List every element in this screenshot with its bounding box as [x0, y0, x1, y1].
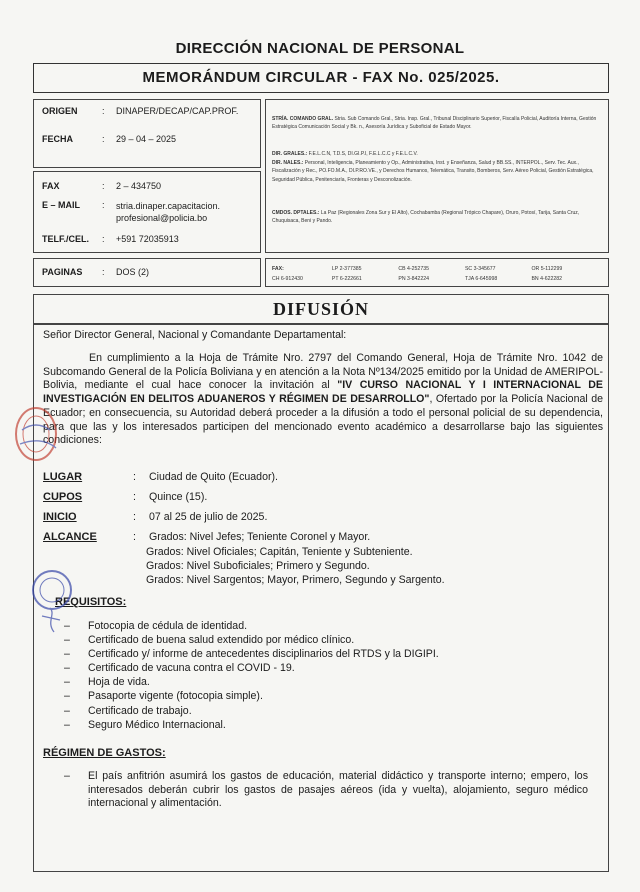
red-seal-icon [12, 400, 64, 470]
alcance-label: ALCANCE [43, 531, 97, 543]
fax-number: TJA 6-645998 [464, 276, 498, 282]
fax-number: OR 5-112299 [531, 266, 563, 272]
colon: : [102, 181, 105, 191]
dash: – [64, 770, 70, 782]
colon: : [133, 511, 136, 523]
fecha-label: FECHA [42, 134, 73, 144]
gastos-item [64, 770, 588, 811]
distribution-nales [272, 159, 598, 184]
list-item: – Hoja de vida. [64, 676, 150, 689]
stria-text: Stria. Sub Comando Gral., Stria. Insp. Gral., Tribunal Disciplinario Superior, Fiscalía Policial, Auditoría Interna, Gestión Estratégica Comunicación Social y Bk. n., Asesoría Jurídica y Suboficial de Estado Mayor. [272, 116, 597, 131]
fecha-value: 29 – 04 – 2025 [116, 134, 177, 144]
email-value-line1: stria.dinaper.capacitacion. [116, 201, 221, 211]
paragraph-part-2: , Ofertado por la Policía Nacional de Ecuador; en consecuencia, su Autoridad deberá proceder a la difusión a todo el personal policial de su dependencia, para que las y los interesados participen del mencionado evento académico a desarrollarse bajo las siguientes condiciones: [43, 393, 603, 447]
salutation: Señor Director General, Nacional y Comandante Departamental: [43, 329, 347, 341]
gastos-heading: RÉGIMEN DE GASTOS: [43, 747, 166, 759]
email-value-line2: profesional@policia.bo [116, 213, 208, 223]
alcance-line: Grados: Nivel Oficiales; Capitán, Teniente y Subteniente. [146, 546, 413, 558]
email-field [42, 200, 257, 224]
dptales-label: CMDOS. DPTALES.: [272, 210, 320, 216]
list-item: – Certificado y/ informe de antecedentes disciplinarios del RTDS y la DIGIPI. [64, 648, 439, 661]
colon: : [133, 491, 136, 503]
inicio-value: 07 al 25 de julio de 2025. [149, 511, 268, 523]
fecha-field [42, 134, 257, 144]
fax-field [42, 181, 257, 191]
fax-number: CH 6-912430 [272, 276, 303, 282]
fax-value: 2 – 434750 [116, 181, 162, 191]
cupos-label: CUPOS [43, 491, 83, 503]
fax-directory-label: FAX: [272, 266, 284, 272]
condition-cupos [43, 491, 207, 503]
alcance-line: Grados: Nivel Sargentos; Mayor, Primero, Segundo y Sargento. [146, 574, 445, 586]
distribution-grales [272, 150, 598, 158]
requisitos-heading: REQUISITOS: [55, 596, 127, 608]
paginas-label: PAGINAS [42, 267, 83, 277]
paragraph-part-1: En cumplimiento a la Hoja de Trámite Nro. 2797 del Comando General, Hoja de Trámite Nro. 1042 de Subcomando General de la Policía Boliviana y en atención a la Nota Nº134/2025 emitido por la Unidad de AMERIPOL-Bolivia, mediante el cual hace conocer la invitación al [43, 352, 603, 392]
list-item: – Certificado de vacuna contra el COVID - 19. [64, 662, 295, 675]
condition-lugar [43, 471, 278, 483]
list-item: – Pasaporte vigente (fotocopia simple). [64, 690, 263, 703]
nales-text: Personal, Inteligencia, Planeamiento y Op., Administrativa, Inst. y Enseñanza, Salud y BB.SS., INTERPOL., Serv. Tec. Aux., Fiscalización y Rec., PO.FO.M.A., DI.P.RO.VE., y Derechos Humanos, Telemática, Transito, Bomberos, Serv. Aéreo Policial, Gestión Estratégica, Seguridad Pública, Penitenciaría, Fronteras y Desconolización. [272, 160, 594, 183]
colon: : [133, 471, 136, 483]
origen-field [42, 106, 257, 116]
fax-label: FAX [42, 181, 60, 191]
colon: : [102, 134, 105, 144]
gastos-text: El país anfitrión asumirá los gastos de educación, material didáctico y transporte interno; empero, los interesados deberán cubrir los gastos de pasajes aéreos (ida y vuelta), alojamiento, seguro médico internacional y alimentación. [88, 770, 588, 810]
course-name: "IV CURSO NACIONAL Y I INTERNACIONAL DE INVESTIGACIÓN EN DELITOS ADUANEROS Y RÉGIMEN DE DESARROLLO" [43, 379, 603, 406]
condition-inicio [43, 511, 267, 523]
nales-label: DIR. NALES.: [272, 160, 304, 166]
colon: : [102, 106, 105, 116]
lugar-label: LUGAR [43, 471, 83, 483]
list-item: – Seguro Médico Internacional. [64, 718, 226, 731]
distribution-dptales [272, 209, 598, 226]
colon: : [102, 234, 105, 244]
fax-number: BN 4-622282 [531, 276, 563, 282]
inicio-label: INICIO [43, 511, 77, 523]
paginas-field [42, 267, 257, 277]
main-paragraph [43, 352, 603, 448]
tel-value: +591 72035913 [116, 234, 179, 244]
fax-number: CB 4-252735 [398, 266, 429, 272]
list-item: – Certificado de buena salud extendido por médico clínico. [64, 634, 355, 647]
grales-label: DIR. GRALES.: [272, 151, 308, 157]
colon: : [102, 267, 105, 277]
tel-label: TELF./CEL. [42, 234, 89, 244]
alcance-more-lines [146, 545, 445, 587]
list-item: – Fotocopia de cédula de identidad. [64, 620, 248, 632]
cupos-value: Quince (15). [149, 491, 208, 503]
origen-label: ORIGEN [42, 106, 78, 116]
fax-number: LP 2-377385 [331, 266, 362, 272]
distribution-stria [272, 115, 598, 132]
list-item: – Certificado de trabajo. [64, 704, 192, 717]
alcance-line: Grados: Nivel Suboficiales; Primero y Segundo. [146, 560, 370, 572]
fax-number: SC 3-345677 [464, 266, 496, 272]
fax-number: PN 3-842224 [398, 276, 429, 282]
fax-directory [272, 264, 598, 284]
colon: : [102, 200, 105, 210]
blue-seal-icon [30, 562, 78, 638]
email-label: E – MAIL [42, 200, 81, 210]
colon: : [133, 531, 136, 543]
alcance-line: Grados: Nivel Jefes; Teniente Coronel y Mayor. [149, 531, 371, 543]
dptales-text: La Paz (Regionales Zona Sur y El Alto), Cochabamba (Regional Trópico Chapare), Oruro, Potosí, Tarija, Santa Cruz, Chuquisaca, Beni y Pando. [272, 210, 580, 225]
memo-number: MEMORÁNDUM CIRCULAR - FAX No. 025/2025. [33, 63, 609, 93]
origen-value: DINAPER/DECAP/CAP.PROF. [116, 106, 239, 116]
stria-label: STRÍA. COMANDO GRAL. [272, 116, 334, 122]
tel-field [42, 234, 257, 244]
page-title: DIRECCIÓN NACIONAL DE PERSONAL [175, 40, 465, 57]
requisitos-list [64, 619, 584, 732]
fax-number: PT 6-222661 [331, 276, 362, 282]
grales-text: F.E.L.C.N, T.D.S, DI.GI.P.I, F.E.L.C.C y F.E.L.C.V. [308, 151, 418, 157]
difusion-heading: DIFUSIÓN [33, 294, 609, 324]
condition-alcance [43, 531, 370, 543]
paginas-value: DOS (2) [116, 267, 150, 277]
lugar-value: Ciudad de Quito (Ecuador). [149, 471, 278, 483]
